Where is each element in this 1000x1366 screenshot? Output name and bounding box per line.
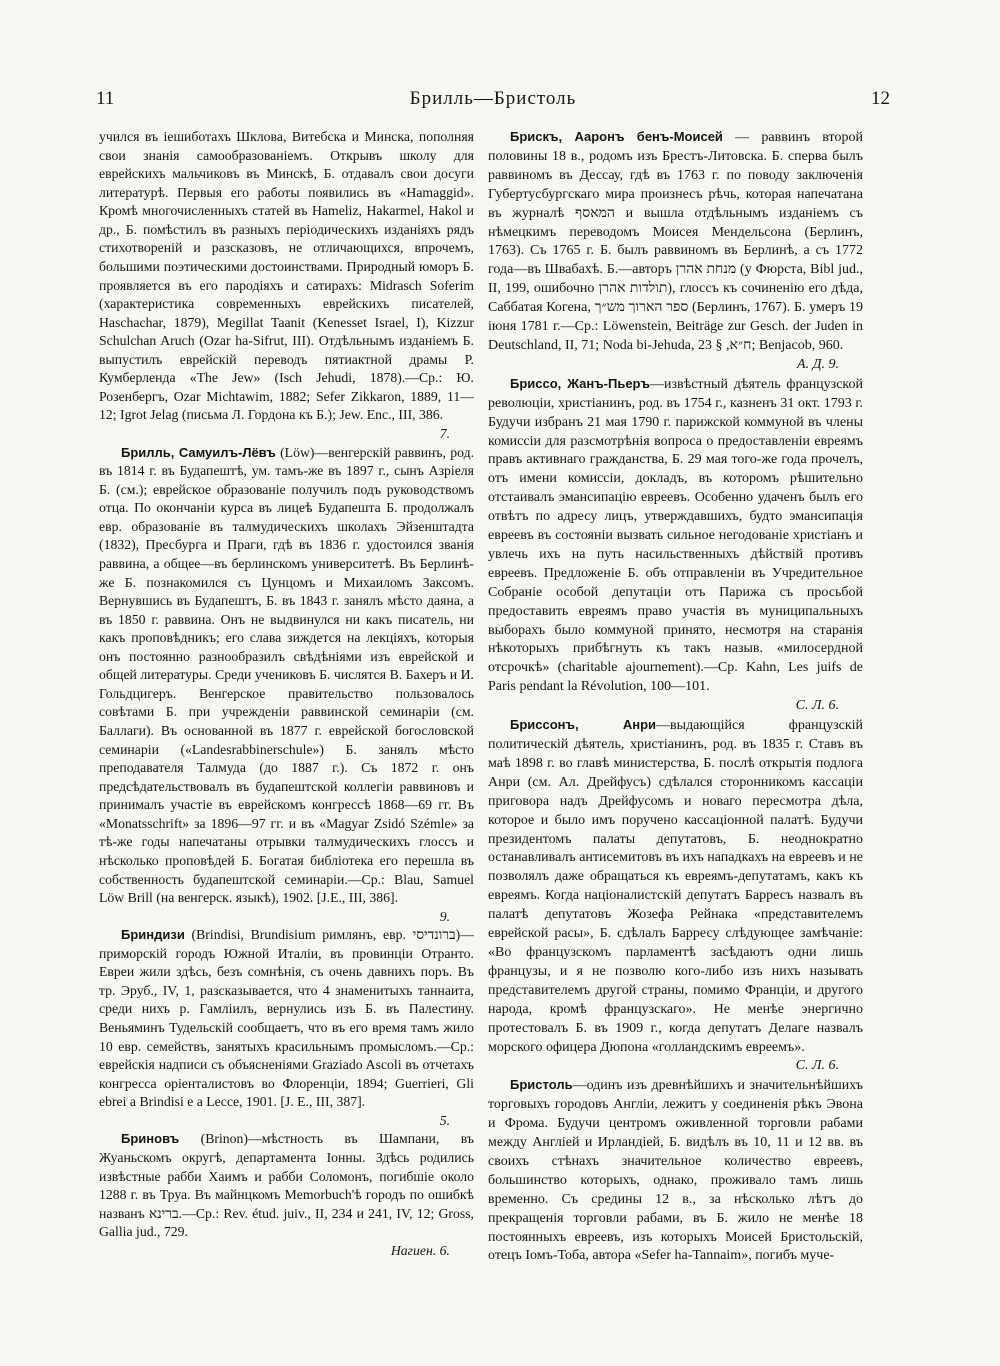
entry-headword: Бриндизи [121,927,185,943]
entry-text: —извѣстный дѣятель французской революціи, христіанинъ, род. въ 1754 г., казненъ 31 окт. 1793 г. Будучи избранъ 21 мая 1790 г. парижской коммуной въ члены комиссіи для разсмотрѣнія вопроса о предоставленіи евреямъ правъ активнаго гражданства, Б. 29 мая того-же года прочелъ, отъ имени комиссіи, докладъ, въ которомъ рѣшительно отстаивалъ эмансипацію евреевъ. Особенно удаченъ былъ его отвѣтъ по адресу лицъ, утверждавшихъ, будто эмансипація евреевъ въ состояніи вызвать сильное негодованіе христіанъ и увлечь ихъ на путь насильственныхъ дѣйствій противъ евреевъ. Предложеніе Б. объ отправленіи въ Учредительное Собраніе особой депутаціи отъ Парижа съ просьбой предоставить евреямъ право участія въ муниципальныхъ выборахъ было коммуной принято, несмотря на старанія нѣкоторыхъ прибѣгнуть къ такъ назыв. «милосердной отсрочкѣ» (charitable ajournement).—Cp. Kahn, Les juifs de Paris pendant la Révolution, 100—101. [488,376,863,695]
entry-text: — раввинъ второй половины 18 в., родомъ изъ Брестъ-Литовска. Б. сперва былъ раввиномъ въ Дессау, гдѣ въ 1763 г. по поводу заключенія Губертусбургскаго мира произнесъ рѣчь, которая напечатана въ журналѣ המאסף и вышла отдѣльнымъ изданіемъ съ нѣмецкимъ переводомъ Моисея Мендельсона (Берлинъ, 1763). Съ 1765 г. Б. былъ раввиномъ въ Берлинѣ, а съ 1772 года—въ Швабахѣ. Б.—авторъ מנחת אהרן (у Фюрста, Bibl jud., II, 199, ошибочно תולדות אהרן), глоссъ къ сочиненію его дѣда, Саббатая Когена, ספר הארוך מש״ך (Берлинъ, 1767). Б. умеръ 19 іюня 1781 г.—Ср.: Löwenstein, Beiträge zur Gesch. der Juden in Deutschland, II, 71; Noda bi-Jehuda, ח״א, § 23; Benjacob, 960. [488,130,863,353]
right-column [488,128,863,1278]
entry-headword: Бриссо, Жанъ-Пьеръ [510,375,650,391]
entry-headword: Брилль, Самуилъ-Лёвъ [121,444,276,460]
entry-text: (Brindisi, Brundisium римлянъ, евр. ברונדיסי)—приморскій городъ Южной Италіи, въ провинціи Отранто. Евреи жили здѣсь, безъ сомнѣнія, съ очень давнихъ поръ. Въ тр. Эруб., IV, 1, разсказывается, что 4 знаменитыхъ таннаита, среди нихъ р. Гамліилъ, вернулись изъ Б. въ Палестину. Веньяминъ Тудельскій сообщаетъ, что въ его время тамъ жило 10 евр. семействъ, занятыхъ красильнымъ промысломъ.—Ср.: еврейскія надписи съ объясненіями Graziado Ascoli въ отчетахъ конгресса оріенталистовъ во Флоренціи, 1894; Guerrieri, Gli ebrei a Brindisi e a Lecce, 1901. [J. E., III, 387]. [99,927,474,1110]
entry-text: (Löw)—венгерскій раввинъ, род. въ 1814 г. въ Будапештѣ, ум. тамъ-же въ 1897 г., сынъ Азріеля Б. (см.); еврейское образованіе получилъ подъ руководствомъ отца. По окончаніи курса въ лицеѣ Будапешта Б. продолжалъ евр. образованіе въ талмудическихъ школахъ Эйзенштадта (1832), Пресбурга и Праги, гдѣ въ 1836 г. удостоился званія раввина, а общее—въ берлинскомъ университетѣ. Въ Берлинѣ-же Б. познакомился съ Цунцомъ и Михаиломъ Заксомъ. Вернувшись въ Будапештъ, Б. въ 1843 г. занялъ мѣсто даяна, а въ 1850 г. раввина. Онъ не выдвинулся ни какъ писатель, ни какъ проповѣдникъ; его слава зиждется на лекціяхъ, которыя онъ постоянно разнообразилъ свѣдѣніями изъ еврейской и общей литературы. Среди учениковъ Б. числятся В. Бахеръ и И. Гольдцигеръ. Венгерское правительство пользовалось совѣтами Б. при учрежденіи раввинской семинаріи (см. Баллаги). Въ основанной въ 1877 г. еврейской богословской семинаріи («Landesrabbinerschule») Б. занялъ мѣсто преподавателя Талмуда (до 1887 г.). Съ 1872 г. онъ предсѣдательствовалъ въ будапештской коллегіи раввиновъ и принималъ участіе въ еврейскомъ конгрессѣ 1868—69 гг. Въ «Monatsschrift» за 1896—97 гг. и въ «Magyar Zsidó Szémle» за тѣ-же годы напечатаны отрывки талмудическихъ глоссъ и нѣсколько проповѣдей Б. Богатая библіотека его перешла въ собственность будапештской семинаріи.—Ср.: Blau, Samuel Löw Brill (на венгерск. языкѣ), 1902. [J.E., III, 386]. [99,444,474,906]
entry-continuation: учился въ іешиботахъ Шклова, Витебска и Минска, пополняя свои знанія самообразованіемъ. Открывъ школу для еврейскихъ мальчиковъ въ Минскѣ, Б. отдавалъ свои досуги литературѣ. Первыя его работы появились въ «Hamaggid». Кромѣ многочисленныхъ статей въ Hameliz, Hakarmel, Hakol и др., Б. помѣстилъ въ разныхъ періодическихъ изданіяхъ рядъ стихотвореній и разсказовъ, не отличающихся, впрочемъ, большими поэтическими достоинствами. Природный юморъ Б. проявляется въ его пародіяхъ и сатирахъ: Midrasch Soferim (характеристика современныхъ еврейскихъ писателей, Haschachar, 1879), Megillat Taanit (Kenesset Israel, I), Kizzur Schulchan Aruch (Ozar ha-Sifrut, III). Отдѣльнымъ изданіемъ Б. выпустилъ еврейскій переводъ пятиактной драмы Р. Кумберленда «The Jew» (Isch Jehudi, 1878).—Ср.: Ю. Розенбергъ, Ozar Michtawim, 1882; Sefer Zikkaron, 1889, 11—12; Igrot Jelag (письма Л. Гордона къ Б.); Jew. Enc., III, 386. [99,129,474,423]
entry-brindisi [99,926,474,1112]
page-number-right: 12 [871,88,890,109]
entry-headword: Брискъ, Ааронъ бенъ-Моисей [510,129,723,144]
entry-headword: Бриновъ [121,1131,180,1147]
left-column [99,128,474,1278]
entry-brill-samuel [99,444,474,908]
entry-signature: С. Л. 6. [795,1058,839,1074]
entry-brinon [99,1130,474,1241]
entry-signature: 9. [439,908,450,924]
entry-headword: Бриссонъ, Анри [510,717,657,733]
running-title: Брилль—Бристоль [409,88,577,109]
entry-text: (Brinon)—мѣстность въ Шампани, въ Жуаньскомъ округѣ, департамента Іонны. Здѣсь родились извѣстные рабби Хаимъ и рабби Соломонъ, погибшіе около 1288 г. въ Труа. Въ майнцкомъ Memorbuch'ѣ городъ по ошибкѣ названъ ברינא.—Ср.: Rev. étud. juiv., II, 234 и 241, IV, 12; Gross, Gallia jud., 729. [99,1131,474,1240]
entry-headword: Бристоль [510,1077,573,1093]
entry-signature: 7. [439,426,450,441]
entry-text: —выдающійся французскій политическій дѣятель, христіанинъ, род. въ 1835 г. Ставъ въ маѣ 1898 г. во главѣ министерства, Б. послѣ открытія подлога Анри (см. Ал. Дрейфусъ) сдѣлался сторонникомъ кассаціи приговора надъ Дрейфусомъ и новаго пересмотра дѣла, которое и было имъ поручено кассаціонной палатѣ. Будучи президентомъ палаты депутатовъ, Б. неоднократно останавливалъ антисемитовъ въ ихъ нападкахъ на евреевъ и не позволялъ даже обращаться къ евреямъ-депутатамъ, какъ къ евреямъ. Когда націоналистскій депутатъ Барресъ назвалъ въ палатѣ депутатовъ Жозефа Рейнака «представителемъ еврейской расы», Б. сдѣлалъ Барресу слѣдующее замѣчаніе: «Во французскомъ парламентѣ засѣдаютъ одни лишь французы, и я не позволю кого-либо изъ нихъ называть представителемъ другой страны, помимо Франціи, и другого народа, кромѣ французскаго». Не менѣе энергично протестовалъ Б. въ 1909 г., когда депутатъ Делаге назвалъ морского офицера Дюпона «голландскимъ евреемъ». [488,718,863,1055]
page-number-left: 11 [96,88,115,109]
entry-signature: 5. [439,1112,450,1128]
entry-brisson-henri [488,716,863,1057]
entry-brissot [488,375,863,697]
entry-text: —одинъ изъ древнѣйшихъ и значительнѣйшихъ торговыхъ городовъ Англіи, лежитъ у соединенія рѣкъ Эвона и Фрома. Будучи центромъ оживленной торговли рабами между Англіей и Ирландіей, Б. видѣлъ въ 10, 11 и 12 вв. въ своихъ стѣнахъ значительное количество евреевъ, большинство которыхъ, однако, проживало тамъ лишь временно. Съ средины 12 в., за нѣсколько лѣтъ до прекращенія торговли рабами, въ Б. жило не менѣе 18 постоянныхъ евреевъ, изъ которыхъ Моисей Бристольскій, отецъ Іомъ-Тоба, автора «Sefer ha-Tannaim», погибъ муче- [488,1078,863,1264]
entry-signature: С. Л. 6. [795,698,839,714]
entry-bristol [488,1076,863,1266]
running-header [96,88,890,114]
entry-signature: А. Д. 9. [797,356,839,372]
entry-brisk-aaron [488,128,863,356]
entry-signature: Нагиен. 6. [390,1242,450,1258]
